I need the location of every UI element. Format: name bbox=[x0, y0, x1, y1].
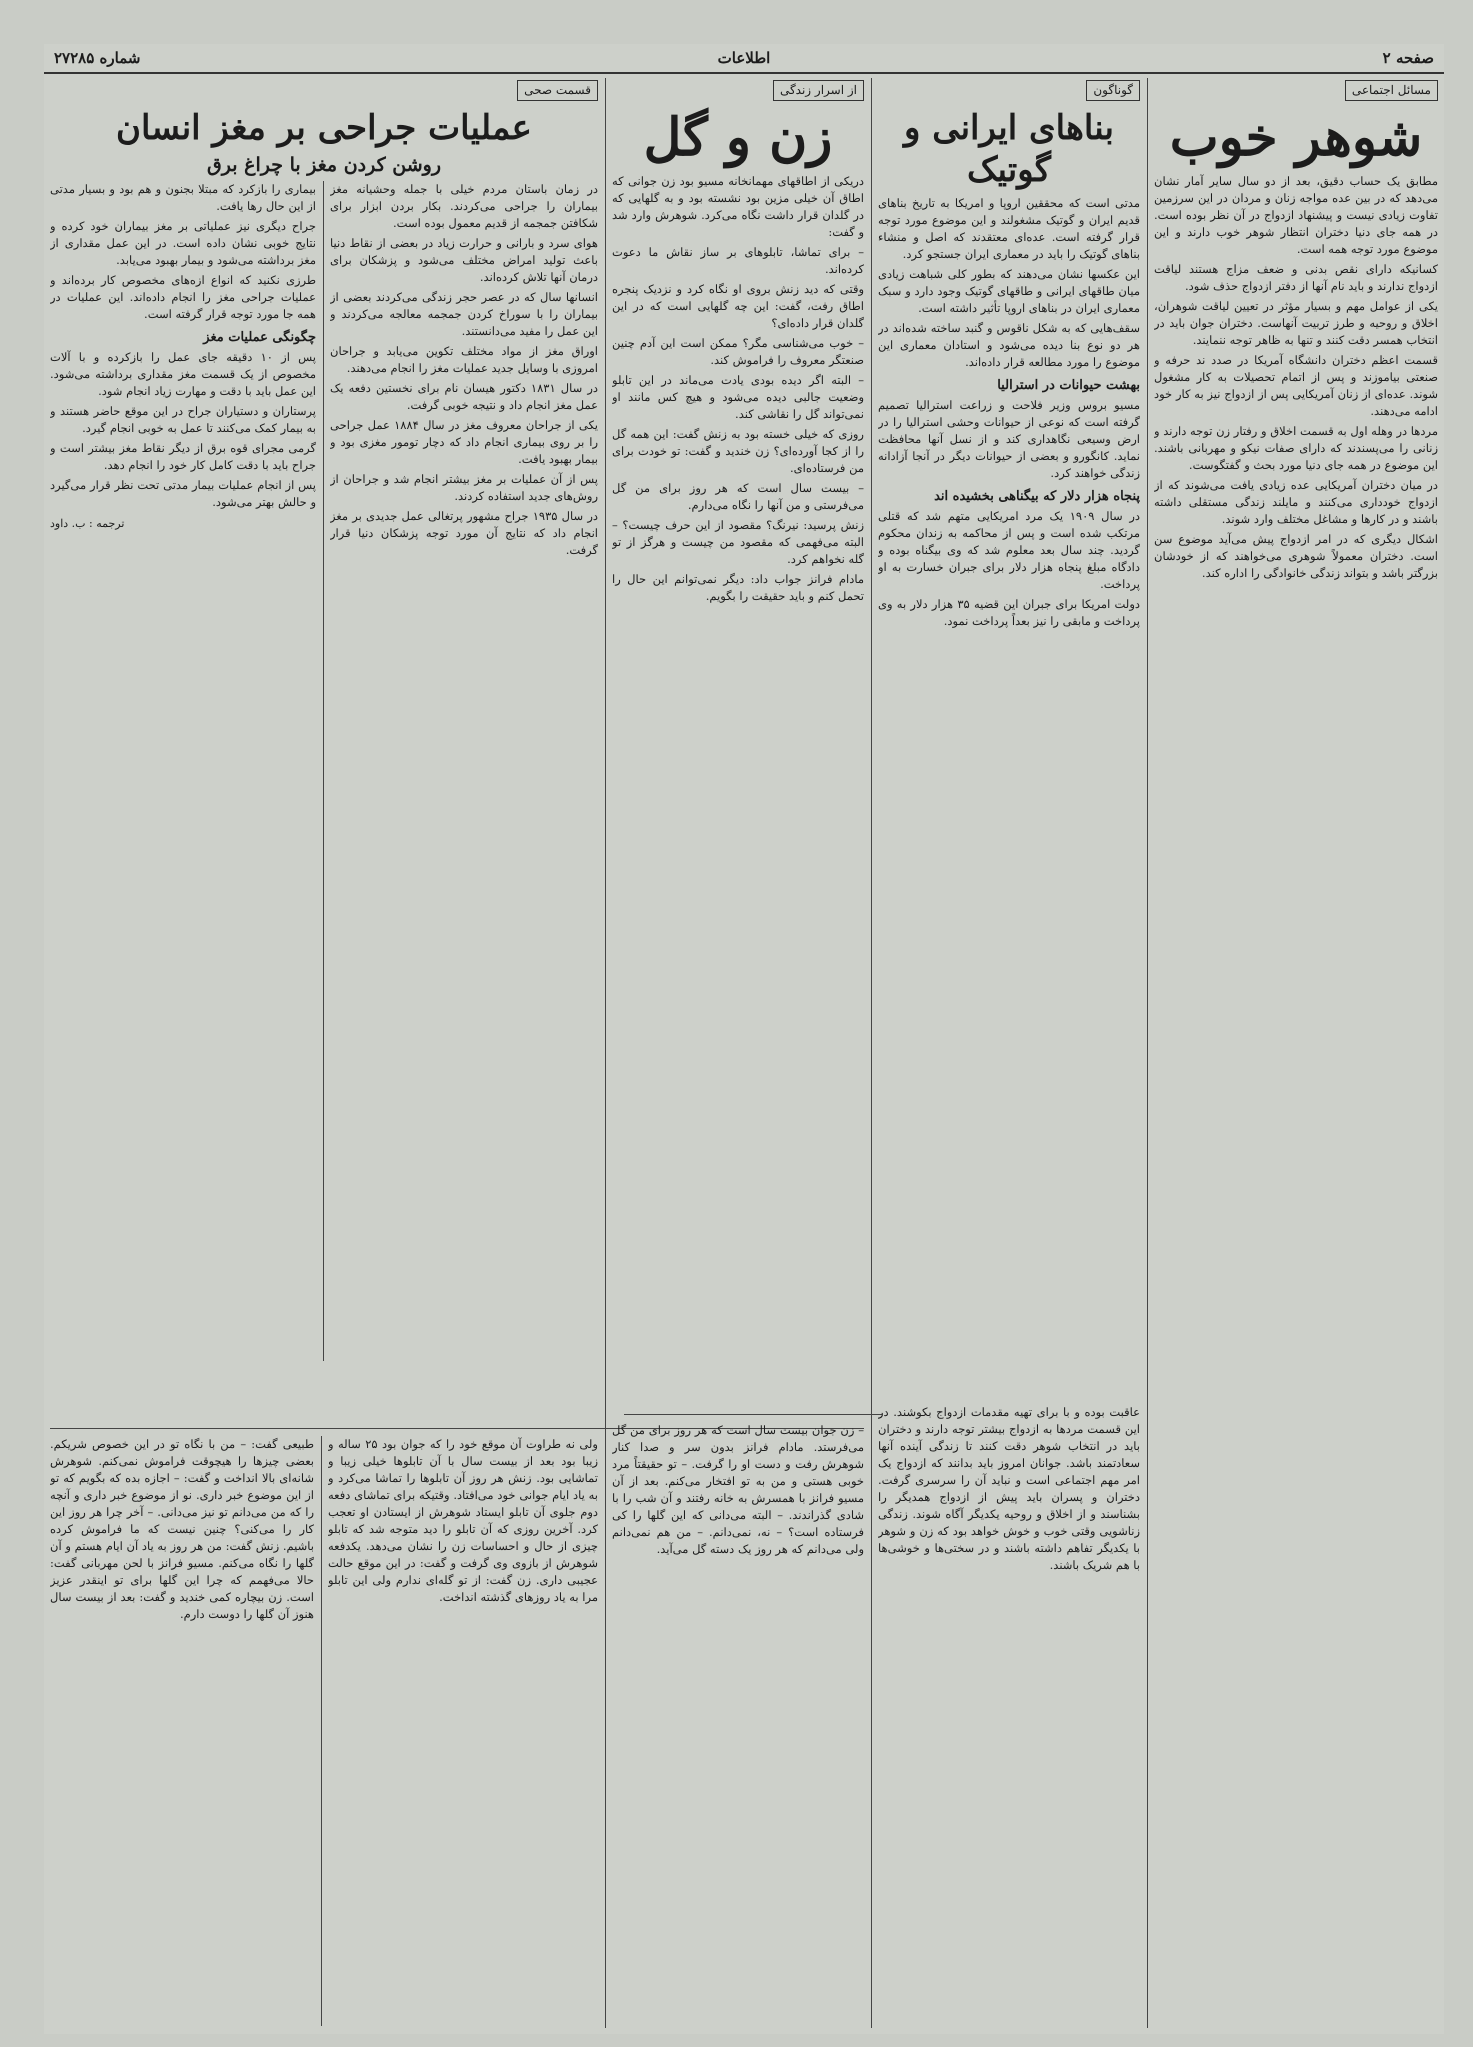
paragraph: سقف‌هایی که به شکل ناقوس و گنبد ساخته شده‌اند در هر دو نوع بنا دیده می‌شود و استادان معماری این موضوع را مورد مطالعه قرار داده‌اند. bbox=[878, 321, 1140, 369]
paragraph: این عکسها نشان می‌دهند که بطور کلی شباهت زیادی میان طاقهای ایرانی و طاقهای گوتیک وجود دارد و سبک معماری ایران در بناهای اروپا تأثیر داشته است. bbox=[878, 267, 1140, 315]
column-divider bbox=[321, 1436, 322, 2026]
section-kicker: قسمت صحی bbox=[517, 80, 598, 101]
paragraph: مسیو بروس وزیر فلاحت و زراعت استرالیا تصمیم گرفته است که نوعی از حیوانات وحشی استرالیا را در ارض وسیعی نگاهداری کند و از نسل آنها محافظت نماید. کانگورو و بعضی از حیوانات دیگر در آنجا آزادانه زندگی خواهند کرد. bbox=[878, 398, 1140, 480]
paragraph: – برای تماشا، تابلوهای بر ساز نقاش ما دعوت کرده‌اند. bbox=[612, 245, 864, 276]
column-divider bbox=[605, 78, 606, 2028]
newspaper-page bbox=[44, 44, 1444, 2034]
paragraph: گرمی مجرای قوه برق از دیگر نقاط مغز بیشتر است و جراح باید با دقت کامل کار خود را انجام دهد. bbox=[50, 441, 316, 472]
paragraph: در زمان باستان مردم خیلی با جمله وحشیانه مغز بیماران را جراحی می‌کردند. بکار بردن ابزار برای شکافتن جمجمه از قدیم معمول بوده است. bbox=[330, 182, 598, 230]
paragraph: در سال ۱۹۰۹ یک مرد امریکایی متهم شد که قتلی مرتکب شده است و پس از محاکمه به زندان محکوم گردید. چند سال بعد معلوم شد که وی بیگناه بوده و دادگاه مبلغ پنجاه هزار دلار برای جبران خسارت به او پرداخت. bbox=[878, 509, 1140, 591]
paragraph: اوراق مغز از مواد مختلف تکوین می‌یابد و جراحان امروزی با وسایل جدید عملیات مغز را انجام می‌دهند. bbox=[330, 344, 598, 375]
paragraph: عاقبت بوده و با برای تهیه مقدمات ازدواج بکوشند. در این قسمت مردها به ازدواج بیشتر توجه دارند و دختران باید در انتخاب شوهر دقت کنند تا زندگی آینده آنها سعادتمند باشد. جوانان امروز باید بدانند که ازدواج یک امر مهم اجتماعی است و نباید آن را سرسری گرفت. دختران و پسران باید پیش از ازدواج همدیگر را بشناسند و از اخلاق و روحیه یکدیگر آگاه شوند. زندگی زناشویی وقتی خوب و خوش خواهد بود که زن و شوهر با یکدیگر تفاهم داشته باشند و در سختی‌ها و خوشی‌ها با هم شریک باشند. bbox=[878, 1405, 1140, 1572]
paragraph: اشکال دیگری که در امر ازدواج پیش می‌آید موضوع سن است. دختران معمولاً شوهری می‌خواهند که از خودشان بزرگتر باشد و بتواند زندگی خانوادگی را اداره کند. bbox=[1154, 532, 1438, 580]
paragraph: یکی از عوامل مهم و بسیار مؤثر در تعیین لیاقت شوهران، اخلاق و روحیه و طرز تربیت آنهاست. دختران جوان باید در انتخاب همسر دقت کنند و تنها به ظاهر توجه ننمایند. bbox=[1154, 299, 1438, 347]
paragraph: پرستاران و دستیاران جراح در این موقع حاضر هستند و به بیمار کمک می‌کنند تا عمل به خوبی انجام گیرد. bbox=[50, 404, 316, 435]
paragraph: در میان دختران آمریکایی عده زیادی یافت می‌شوند که از ازدواج خودداری می‌کنند و مایلند زندگی مستقلی داشته باشند و در کارها و مشاغل مختلف وارد شوند. bbox=[1154, 478, 1438, 526]
paragraph: جراح دیگری نیز عملیاتی بر مغز بیماران خود کرده و نتایج خوبی نشان داده است. در این عمل مقداری از مغز برداشته می‌شود و بیمار بهبود می‌یابد. bbox=[50, 219, 316, 267]
paragraph: در سال ۱۹۳۵ جراح مشهور پرتغالی عمل جدیدی بر مغز انجام داد که نتایج آن مورد توجه پزشکان دنیا قرار گرفت. bbox=[330, 509, 598, 557]
section-divider bbox=[624, 1414, 882, 1415]
paragraph: – البته اگر دیده بودی یادت می‌ماند در این تابلو وضعیت جالبی دیده می‌شود و هیچ کس مانند او نمی‌تواند گل را نقاشی کند. bbox=[612, 373, 864, 421]
section-kicker: گوناگون bbox=[1086, 80, 1140, 101]
paragraph: روزی که خیلی خسته بود به زنش گفت: این همه گل را از کجا آورده‌ای؟ زن خندید و گفت: تو خودت برای من فرستاده‌ای. bbox=[612, 427, 864, 475]
newspaper-name: اطلاعات bbox=[717, 49, 771, 67]
paragraph: – خوب می‌شناسی مگر؟ ممکن است این آدم چنین صنعتگر معروف را فراموش کند. bbox=[612, 336, 864, 367]
page-number: صفحه ۲ bbox=[1382, 49, 1434, 67]
paragraph: مطابق یک حساب دقیق، بعد از دو سال سایر آمار نشان می‌دهد که در بین عده مواجه زنان و مردان در این سرزمین تفاوت زیادی نیست و پیشنهاد ازدواج در آن نظر بوده است. در همه جای دنیا دختران انتظار شوهر خوب دارند و این موضوع مورد توجه همه است. bbox=[1154, 174, 1438, 256]
paragraph: پس از انجام عملیات بیمار مدتی تحت نظر قرار می‌گیرد و حالش بهتر می‌شود. bbox=[50, 478, 316, 509]
story-continuation-a bbox=[328, 1436, 598, 2026]
paragraph: مادام فرانز جواب داد: دیگر نمی‌توانم این حال را تحمل کنم و باید حقیقت را بگویم. bbox=[612, 572, 864, 603]
paragraph: انسانها سال که در عصر حجر زندگی می‌کردند بعضی از بیماران را با سوراخ کردن جمجمه معالجه می‌کردند و این عمل را مفید می‌دانستند. bbox=[330, 290, 598, 338]
paragraph: زنش پرسید: نیرنگ؟ مقصود از این حرف چیست؟ – البته می‌فهمی که مقصود من چیست و هرگز از تو گله نخواهم کرد. bbox=[612, 518, 864, 566]
paragraph: قسمت اعظم دختران دانشگاه آمریکا در صدد ند حرفه و صنعتی بیاموزند و پس از اتمام تحصیلات به کار مشغول شوند. عده‌ای از زنان آمریکایی پس از ازدواج نیز به کار خود ادامه می‌دهند. bbox=[1154, 353, 1438, 418]
article-headline: عملیات جراحی بر مغز انسان bbox=[116, 108, 532, 148]
story-continuation-b bbox=[50, 1436, 314, 2026]
article-headline: شوهر خوب bbox=[1169, 107, 1423, 168]
section-kicker: مسائل اجتماعی bbox=[1345, 80, 1438, 101]
paragraph: وقتی که دید زنش بروی او نگاه کرد و نزدیک پنجره اطاق رفت، گفت: این چه گلهایی است که در این گلدان قرار داده‌ای؟ bbox=[612, 282, 864, 330]
paragraph: یکی از جراحان معروف مغز در سال ۱۸۸۴ عمل جراحی را بر روی بیماری انجام داد که دچار تومور مغزی بود و بیمار بهبود یافت. bbox=[330, 418, 598, 466]
subcolumn-left bbox=[50, 181, 316, 1361]
article-continuation-d bbox=[878, 1404, 1140, 2024]
subcolumn-divider bbox=[323, 181, 324, 1361]
subheading-how-surgery: چگونگی عملیات مغز bbox=[203, 330, 316, 345]
subheading-fifty-thousand: پنجاه هزار دلار که بیگناهی بخشیده اند bbox=[934, 489, 1140, 504]
paragraph: ولی نه طراوت آن موقع خود را که جوان بود ۲۵ ساله و زیبا بود بعد از بیست سال با آن تابلوها خیلی زیبا و تماشایی بود. زنش هر روز آن تابلوها را تماشا می‌کرد و به یاد ایام جوانی خود می‌افتاد. وقتیکه برای تماشای دفعه دوم جلوی آن تابلو ایستاد شوهرش از ایستادن او تعجب کرد. آخرین روزی که آن تابلو را دید متوجه شد که تابلو چیزی از حال و احساسات زن را نشان می‌دهد. یکدفعه شوهرش از بازوی وی گرفت و گفت: در این موقع حالت عجیبی داری. زن گفت: از تو گله‌ای ندارم ولی این تابلو مرا به یاد روزهای گذشته انداخت. bbox=[328, 1437, 598, 1604]
paragraph: پس از ۱۰ دقیقه جای عمل را بازکرده و با آلات مخصوص از یک قسمت مغز مقداری برداشته می‌شود. این عمل باید با دقت و مهارت زیاد انجام شود. bbox=[50, 350, 316, 398]
paragraph: بیماری را بازکرد که مبتلا بجنون و هم بود و بسیار مدتی از این حال رها یافت. bbox=[50, 182, 316, 213]
subheading-animal-paradise: بهشت حیوانات در استرالیا bbox=[997, 378, 1140, 393]
paragraph: هوای سرد و بارانی و حرارت زیاد در بعضی از نقاط دنیا باعث تولید امراض مختلف می‌شود و پزشکان برای درمان آنها تلاش کرده‌اند. bbox=[330, 236, 598, 284]
paragraph: مردها در وهله اول به قسمت اخلاق و رفتار زن توجه دارند و زنانی را می‌پسندند که دارای صفات نیکو و مهربانی باشند. این موضوع در همه جای دنیا مورد بحث و گفتگوست. bbox=[1154, 424, 1438, 472]
article-headline: بناهای ایرانی و گوتیک bbox=[904, 108, 1114, 190]
article-iranian-gothic bbox=[878, 78, 1140, 1398]
subcolumn-right bbox=[330, 181, 598, 1361]
issue-number: شماره ۲۷۲۸۵ bbox=[54, 49, 141, 67]
paragraph: مدتی است که محققین اروپا و امریکا به تاریخ بناهای قدیم ایران و گوتیک مشغولند و این موضوع مورد توجه قرار گرفته است. عده‌ای معتقدند که اصل و منشاء بناهای گوتیک را باید در معماری ایران جستجو کرد. bbox=[878, 196, 1140, 261]
story-continuation-c bbox=[612, 1422, 864, 2022]
translator-signature: ترجمه : ب. داود bbox=[50, 517, 125, 530]
paragraph: در سال ۱۸۳۱ دکتور هیسان نام برای نخستین دفعه یک عمل مغز انجام داد و نتیجه خوبی گرفت. bbox=[330, 381, 598, 412]
column-divider bbox=[871, 78, 872, 2028]
article-brain-surgery bbox=[50, 78, 598, 1418]
paragraph: طبیعی گفت: – من با نگاه تو در این خصوص شریکم. بعضی چیزها را هیچوقت فراموش نمی‌کنم. شوهرش شانه‌ای بالا انداخت و گفت: – اجازه بده که بگویم که تو از این موضوع خبر داری. نو از موضوع خبر داری و آنچه را که من می‌دانم تو نیز می‌دانی. – آخر چرا هر روز این کار را می‌کنی؟ چنین نیست که ما فراموش کرده باشیم. زنش گفت: من هر روز به یاد آن ایام هستم و آن گلها را نگاه می‌کنم. مسیو فرانز با لحن مهربانی گفت: حالا می‌فهمم که چرا این گلها برای تو اینقدر عزیز است. زن بیچاره کمی خندید و گفت: بعد از بیست سال هنوز آن گلها را دوست دارم. bbox=[50, 1437, 314, 1621]
article-subheadline: روشن کردن مغز با چراغ برق bbox=[206, 154, 441, 176]
paragraph: – زن جوان بیست سال است که هر روز برای من گل می‌فرستد. مادام فرانز بدون سر و صدا کنار شوهرش رفت و دست او را گرفت. – تو حقیقتاً مرد خوبی هستی و من به تو افتخار می‌کنم. بعد از آن مسیو فرانز با همسرش به خانه رفتند و آن شب را با شادی گذراندند. – البته می‌دانی که این گلها را کی فرستاده است؟ – نه، نمی‌دانم. – من هم نمی‌دانم ولی می‌دانم که هر روز یک دسته گل می‌آید. bbox=[612, 1423, 864, 1556]
paragraph: کسانیکه دارای نقص بدنی و ضعف مزاج هستند لیاقت ازدواج ندارند و باید نام آنها از دفتر ازدواج حذف شود. bbox=[1154, 262, 1438, 293]
article-headline: زن و گل bbox=[643, 107, 833, 168]
paragraph: طرزی نکنید که انواع از‌ه‌های مخصوص کار برده‌اند و عملیات جراحی مغز را انجام داده‌اند. این عملیات در همه جا مورد توجه قرار گرفته است. bbox=[50, 273, 316, 321]
paragraph: – بیست سال است که هر روز برای من گل می‌فرستی و من آنها را نگاه می‌دارم. bbox=[612, 481, 864, 512]
column-divider bbox=[1147, 78, 1148, 2028]
paragraph: دریکی از اطاقهای مهمانخانه مسیو بود زن جوانی که اطاق آن خیلی مزین بود نشسته بود و به گلهایی که در گلدان قرار داشت نگاه می‌کرد. شوهرش وارد شد و گفت: bbox=[612, 174, 864, 239]
paragraph: پس از آن عملیات بر مغز بیشتر انجام شد و جراحان از روش‌های جدید استفاده کردند. bbox=[330, 472, 598, 503]
section-kicker: از اسرار زندگی bbox=[773, 80, 864, 101]
article-good-husband bbox=[1154, 78, 1438, 2038]
page-header bbox=[44, 44, 1444, 74]
paragraph: دولت امریکا برای جبران این قضیه ۳۵ هزار دلار به وی پرداخت و مابقی را نیز بعداً پرداخت نمود. bbox=[878, 597, 1140, 628]
